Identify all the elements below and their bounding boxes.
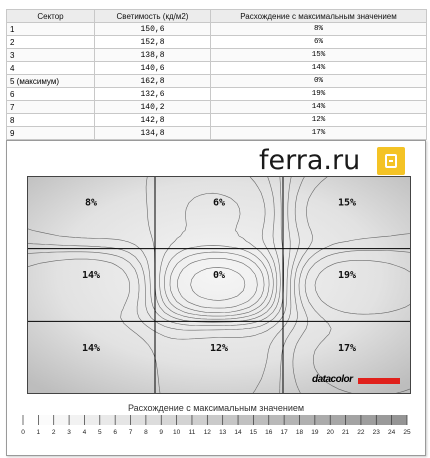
table-row xyxy=(7,114,427,127)
scale-swatch-12 xyxy=(207,415,222,425)
datacolor-logo-bar xyxy=(358,378,400,384)
scale-swatch-2 xyxy=(54,415,69,425)
scale-tick-label-9: 9 xyxy=(159,429,164,436)
scale-tick-label-16: 16 xyxy=(265,429,273,436)
datacolor-logo-text: datacolor xyxy=(312,374,353,385)
scale-tick-label-13: 13 xyxy=(219,429,227,436)
scale-tick-label-0: 0 xyxy=(21,429,25,436)
scale-tick-label-23: 23 xyxy=(372,429,380,436)
scale-swatch-18 xyxy=(299,415,314,425)
table-row xyxy=(7,101,427,114)
cell-sector: 1 xyxy=(7,23,95,36)
scale-tick-label-4: 4 xyxy=(82,429,87,436)
cell-deviation: 14% xyxy=(211,62,427,75)
table-row xyxy=(7,49,427,62)
header-luminance: Светимость (кд/м2) xyxy=(95,10,211,23)
cell-luminance: 142,8 xyxy=(95,114,211,127)
scale-tick-label-6: 6 xyxy=(113,429,117,436)
sector-label-6: 19% xyxy=(337,270,357,282)
table-row xyxy=(7,62,427,75)
sector-label-2: 6% xyxy=(212,197,226,209)
cell-deviation: 12% xyxy=(211,114,427,127)
cell-luminance: 140,2 xyxy=(95,101,211,114)
cell-luminance: 162,8 xyxy=(95,75,211,88)
cell-sector: 4 xyxy=(7,62,95,75)
scale-tick-label-24: 24 xyxy=(388,429,396,436)
header-deviation: Расхождение с максимальным значением xyxy=(211,10,427,23)
contour-background xyxy=(27,176,411,394)
table-row xyxy=(7,127,427,140)
scale-swatch-11 xyxy=(192,415,207,425)
cell-sector: 5 (максимум) xyxy=(7,75,95,88)
scale-swatch-22 xyxy=(361,415,376,425)
scale-tick-label-22: 22 xyxy=(357,429,365,436)
cell-sector: 9 xyxy=(7,127,95,140)
datacolor-logo xyxy=(312,375,402,389)
cell-deviation: 14% xyxy=(211,101,427,114)
brand-name: ferra.ru xyxy=(259,145,361,176)
cell-sector: 8 xyxy=(7,114,95,127)
scale-tick-label-8: 8 xyxy=(144,429,148,436)
table-row xyxy=(7,88,427,101)
sector-label-8: 12% xyxy=(209,342,229,354)
cell-deviation: 8% xyxy=(211,23,427,36)
scale-tick-label-14: 14 xyxy=(234,429,242,436)
scale-swatch-0 xyxy=(23,415,38,425)
scale-swatch-14 xyxy=(238,415,253,425)
cell-deviation: 0% xyxy=(211,75,427,88)
scale-swatch-4 xyxy=(84,415,99,425)
cell-deviation: 17% xyxy=(211,127,427,140)
scale-swatch-10 xyxy=(177,415,192,425)
scale-tick-label-10: 10 xyxy=(172,429,181,436)
cell-luminance: 138,8 xyxy=(95,49,211,62)
cell-sector: 2 xyxy=(7,36,95,49)
scale-swatch-17 xyxy=(284,415,299,425)
scale-tick-label-11: 11 xyxy=(188,429,196,436)
sector-label-9: 17% xyxy=(337,342,357,354)
scale-swatch-7 xyxy=(131,415,146,425)
scale-tick-label-25: 25 xyxy=(403,429,411,436)
scale-swatch-9 xyxy=(161,415,176,425)
table-header-row xyxy=(7,10,427,23)
cell-sector: 3 xyxy=(7,49,95,62)
table-row xyxy=(7,36,427,49)
scale-swatch-8 xyxy=(146,415,161,425)
sector-label-5: 0% xyxy=(212,270,226,282)
scale-swatch-3 xyxy=(69,415,84,425)
scale-title: Расхождение с максимальным значением xyxy=(127,403,305,413)
contour-map xyxy=(27,176,411,394)
cell-luminance: 152,8 xyxy=(95,36,211,49)
sector-label-7: 14% xyxy=(81,342,101,354)
scale-swatch-5 xyxy=(100,415,115,425)
scale-swatch-15 xyxy=(253,415,268,425)
scale-tick-label-5: 5 xyxy=(97,429,102,436)
scale-tick-label-20: 20 xyxy=(326,429,334,436)
scale-tick-label-17: 17 xyxy=(280,429,288,436)
scale-swatch-20 xyxy=(330,415,345,425)
header-sector: Сектор xyxy=(7,10,95,23)
scale-tick-label-18: 18 xyxy=(295,429,304,436)
scale-swatch-19 xyxy=(315,415,330,425)
cell-deviation: 15% xyxy=(211,49,427,62)
scale-tick-label-21: 21 xyxy=(341,429,350,436)
scale-tick-label-12: 12 xyxy=(203,429,211,436)
scale-tick-label-15: 15 xyxy=(249,429,258,436)
scale-swatch-1 xyxy=(38,415,53,425)
scale-tick-label-2: 2 xyxy=(51,429,56,436)
color-scale xyxy=(19,413,413,443)
scale-swatch-13 xyxy=(223,415,238,425)
cell-deviation: 6% xyxy=(211,36,427,49)
cell-sector: 7 xyxy=(7,101,95,114)
ferra-logo-icon xyxy=(377,147,405,175)
cell-luminance: 140,6 xyxy=(95,62,211,75)
sector-label-1: 8% xyxy=(84,197,98,209)
sector-label-3: 15% xyxy=(337,197,357,209)
table-row xyxy=(7,75,427,88)
sector-label-4: 14% xyxy=(81,270,101,282)
cell-deviation: 19% xyxy=(211,88,427,101)
scale-tick-label-7: 7 xyxy=(128,429,133,436)
scale-swatch-23 xyxy=(376,415,391,425)
cell-luminance: 134,8 xyxy=(95,127,211,140)
scale-tick-label-3: 3 xyxy=(67,429,71,436)
uniformity-figure-panel xyxy=(6,140,426,456)
cell-luminance: 132,6 xyxy=(95,88,211,101)
luminance-table xyxy=(6,9,426,140)
scale-swatch-6 xyxy=(115,415,130,425)
scale-tick-label-19: 19 xyxy=(311,429,319,436)
luminance-table-grid xyxy=(6,9,427,140)
scale-tick-label-1: 1 xyxy=(36,429,41,436)
cell-luminance: 150,6 xyxy=(95,23,211,36)
table-row xyxy=(7,23,427,36)
scale-swatch-24 xyxy=(392,415,407,425)
scale-swatch-21 xyxy=(346,415,361,425)
cell-sector: 6 xyxy=(7,88,95,101)
scale-swatch-16 xyxy=(269,415,284,425)
